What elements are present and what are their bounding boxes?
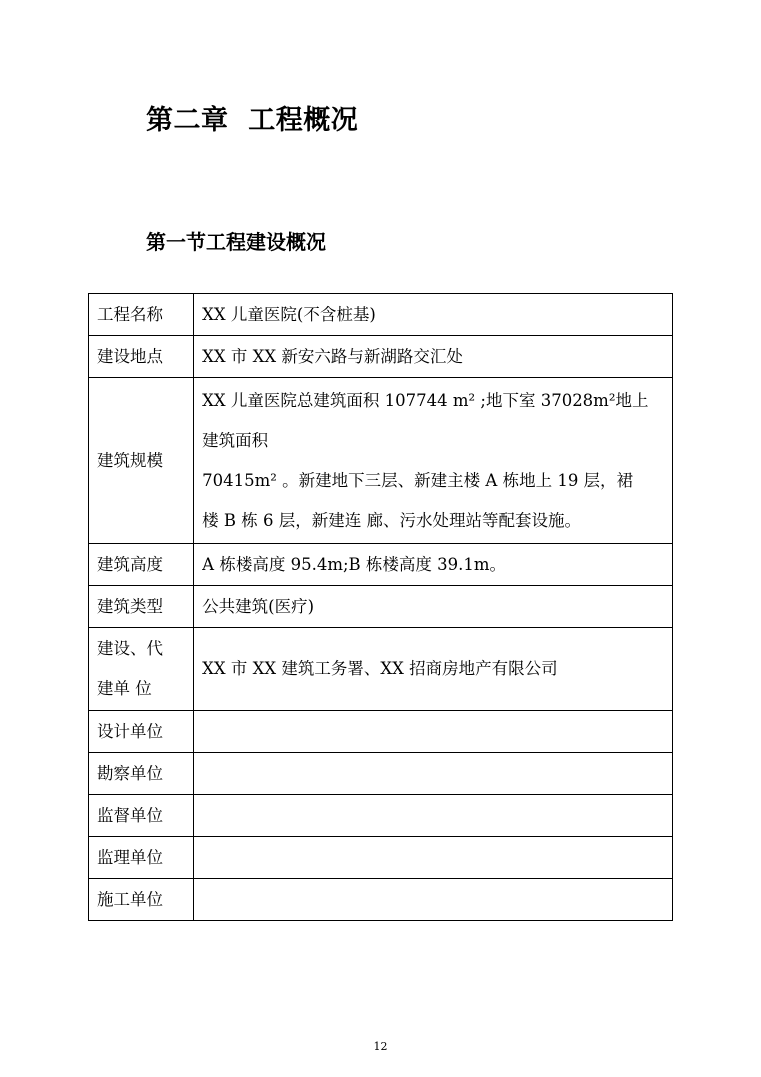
value-building-height: A 栋楼高度 95.4m;B 栋楼高度 39.1m。 xyxy=(194,544,673,586)
table-row-management-unit xyxy=(89,837,673,879)
label-building-height: 建筑高度 xyxy=(89,544,194,586)
value-construction-unit xyxy=(194,879,673,921)
value-location: XX 市 XX 新安六路与新湖路交汇处 xyxy=(194,336,673,378)
label-project-name: 工程名称 xyxy=(89,294,194,336)
value-project-name: XX 儿童医院(不含桩基) xyxy=(194,294,673,336)
table-row-supervision-unit xyxy=(89,795,673,837)
value-supervision-unit xyxy=(194,795,673,837)
section-title: 第一节工程建设概况 xyxy=(146,230,326,254)
table-row-building-scale xyxy=(89,378,673,544)
value-survey-unit xyxy=(194,753,673,795)
scale-line-1: XX 儿童医院总建筑面积 107744 m² ;地下室 37028m²地上 xyxy=(202,390,649,410)
scale-line-3: 70415m² 。新建地下三层、新建主楼 A 栋地上 19 层，裙 xyxy=(202,470,634,490)
table-row-survey-unit xyxy=(89,753,673,795)
table-row-building-height xyxy=(89,544,673,586)
value-management-unit xyxy=(194,837,673,879)
label-management-unit: 监理单位 xyxy=(89,837,194,879)
scale-line-4: 楼 B 栋 6 层，新建连 廊、污水处理站等配套设施。 xyxy=(202,510,582,530)
chapter-title: 第二章 工程概况 xyxy=(146,105,359,136)
value-building-type: 公共建筑(医疗) xyxy=(194,586,673,628)
client-label-line-2: 建单 位 xyxy=(97,679,152,698)
label-location: 建设地点 xyxy=(89,336,194,378)
value-building-scale xyxy=(194,378,673,544)
table-row-building-type xyxy=(89,586,673,628)
label-building-scale: 建筑规模 xyxy=(89,378,194,544)
client-label-line-1: 建设、代 xyxy=(97,639,163,658)
value-design-unit xyxy=(194,711,673,753)
table-row-project-name xyxy=(89,294,673,336)
project-overview-table xyxy=(88,293,673,921)
table-row-construction-unit xyxy=(89,879,673,921)
label-survey-unit: 勘察单位 xyxy=(89,753,194,795)
scale-line-2: 建筑面积 xyxy=(202,430,269,450)
label-design-unit: 设计单位 xyxy=(89,711,194,753)
value-client: XX 市 XX 建筑工务署、XX 招商房地产有限公司 xyxy=(194,628,673,711)
page-number: 12 xyxy=(373,1040,388,1053)
label-construction-unit: 施工单位 xyxy=(89,879,194,921)
table-row-design-unit xyxy=(89,711,673,753)
label-supervision-unit: 监督单位 xyxy=(89,795,194,837)
table-row-location xyxy=(89,336,673,378)
table-row-client xyxy=(89,628,673,711)
label-client xyxy=(89,628,194,711)
label-building-type: 建筑类型 xyxy=(89,586,194,628)
